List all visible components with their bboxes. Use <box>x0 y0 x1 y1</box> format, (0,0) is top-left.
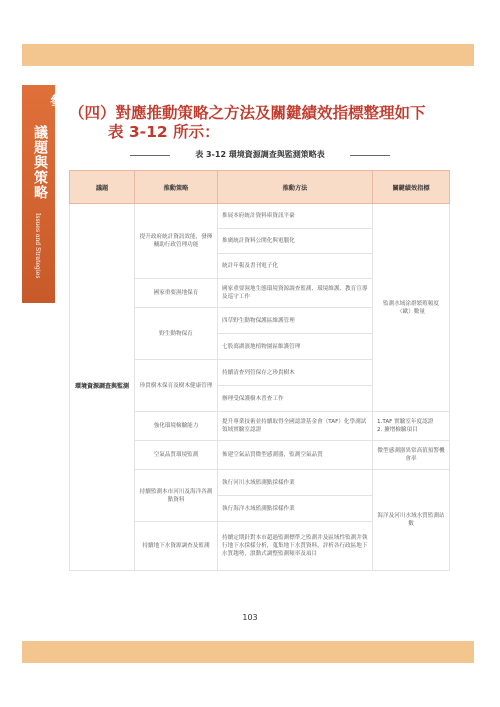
method-cell: 推展本府統計資料庫資訊平臺 <box>218 204 373 229</box>
method-cell: 七股瀉湖濱地植物園區維護管理 <box>218 334 373 360</box>
strategy-cell: 野生動物保育 <box>135 308 218 360</box>
strategy-table <box>69 170 450 571</box>
kpi-cell: 海洋及河川水域水質監測站數 <box>373 470 450 571</box>
table-row <box>70 204 450 229</box>
header-topic: 議題 <box>70 171 135 204</box>
bottom-decorative-band <box>22 641 474 663</box>
section-heading <box>69 104 426 142</box>
method-cell: 國家重要濕地生態環境資源調查監測、環境維護、教育宣導及巡守工作 <box>218 279 373 308</box>
method-cell: 統計年報及書刊電子化 <box>218 254 373 279</box>
strategy-cell: 空氣品質環境監測 <box>135 441 218 470</box>
method-cell: 持續定期針對本市超過監測標準之監測井及區域性監測井執行地下水採樣分析，蒐集地下水質資料，評析各行政區地下水質趨勢，滾動式調整監測頻率及項目 <box>218 522 373 571</box>
chapter-side-tab <box>22 85 62 303</box>
kpi-cell: 1.TAF 實驗室年度認證 2. 擴增檢驗項目 <box>373 412 450 441</box>
method-cell: 推廣統計資料公開化與電腦化 <box>218 229 373 254</box>
chapter-title: 議題與策略 <box>32 125 48 200</box>
strategy-cell: 持續監測本市河川及海洋各測點資料 <box>135 470 218 522</box>
method-cell: 四草野生動物保護區維護管理 <box>218 308 373 334</box>
strategy-cell: 持續地下水資源調查及監測 <box>135 522 218 571</box>
section-heading-line2: 表 3-12 所示： <box>108 123 220 141</box>
method-cell: 執行河川水域監測點採樣作業 <box>218 470 373 496</box>
header-strategy: 推動策略 <box>135 171 218 204</box>
method-cell: 提升專業技術並持續取得全國認證基金會（TAF）化學測試領域實驗室認證 <box>218 412 373 441</box>
method-cell: 持續清查列管保存之珍貴樹木 <box>218 360 373 386</box>
table-caption-text: 表 3-12 環境資源調查與監測策略表 <box>195 150 325 159</box>
kpi-cell: 微型感測器異常高值預警機會率 <box>373 441 450 470</box>
caption-rule-left <box>130 155 170 156</box>
method-cell: 佈建空氣品質微型感測器，監測空氣品質 <box>218 441 373 470</box>
kpi-cell: 監測水域涂群繁殖頻度（歐）數量 <box>373 204 450 412</box>
topic-cell: 環境資源調查與監測 <box>70 204 135 571</box>
caption-rule-right <box>350 155 390 156</box>
top-decorative-band <box>22 44 474 66</box>
strategy-cell: 珍貴樹木保育及樹木健康管理 <box>135 360 218 412</box>
table-caption <box>130 149 390 161</box>
section-heading-line1: （四）對應推動策略之方法及關鍵績效指標整理如下 <box>69 104 426 122</box>
strategy-cell: 國家重要濕地保育 <box>135 279 218 308</box>
header-method: 推動方法 <box>218 171 373 204</box>
method-cell: 執行海洋水域監測點採樣作業 <box>218 496 373 522</box>
page-number: 103 <box>242 613 258 622</box>
table-header-row <box>70 171 450 204</box>
strategy-cell: 提升政府統計資訊效能，發揮輔助行政管理功能 <box>135 204 218 279</box>
header-kpi: 關鍵績效指標 <box>373 171 450 204</box>
strategy-cell: 強化環境檢驗能力 <box>135 412 218 441</box>
method-cell: 辦理受保護樹木普查工作 <box>218 386 373 412</box>
chapter-number: 參、 <box>47 93 62 119</box>
chapter-title-english: Issues and Strategies <box>34 213 41 279</box>
